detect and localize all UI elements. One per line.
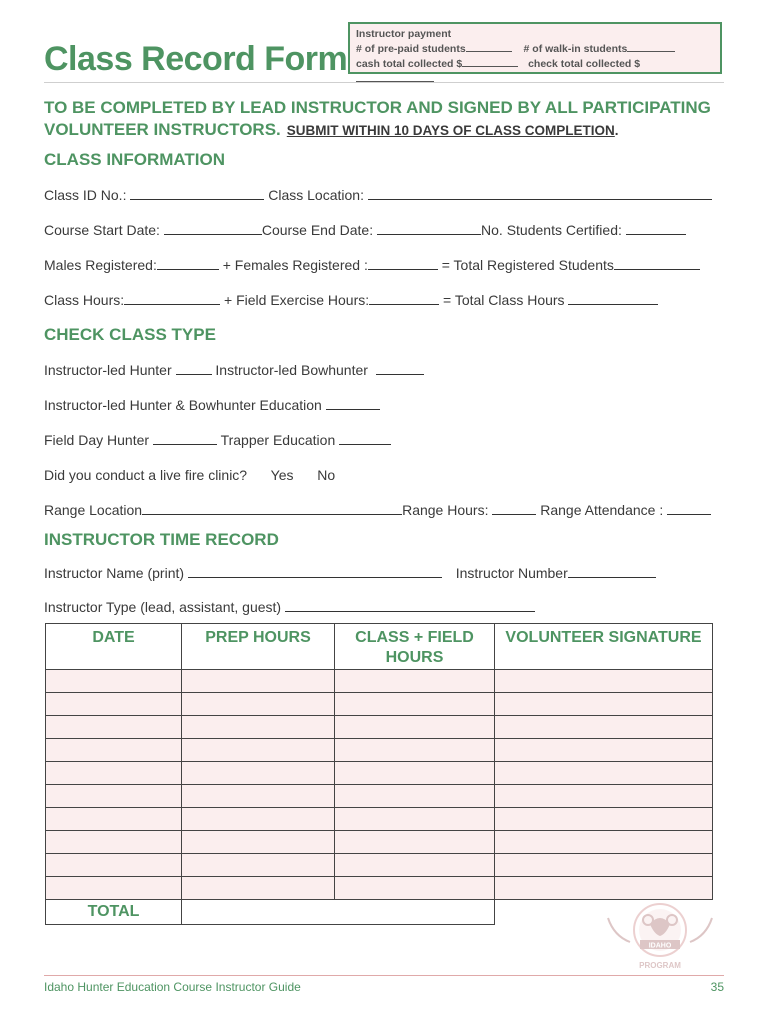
trapper-check[interactable] xyxy=(339,432,391,445)
cell-class-field[interactable] xyxy=(335,762,495,785)
header-date: DATE xyxy=(46,624,182,670)
header-divider xyxy=(44,82,724,83)
range-location-label: Range Location xyxy=(44,502,143,518)
instructor-type-field[interactable] xyxy=(285,599,535,612)
cell-date[interactable] xyxy=(46,693,182,716)
cell-date[interactable] xyxy=(46,831,182,854)
class-id-field[interactable] xyxy=(130,187,264,200)
cell-prep[interactable] xyxy=(182,808,335,831)
walkin-label: # of walk-in students xyxy=(523,43,628,55)
range-location-field[interactable] xyxy=(142,502,402,515)
logo-text-top: IDAHO xyxy=(648,942,672,950)
banner-volunteer: VOLUNTEER INSTRUCTORS. xyxy=(44,120,281,139)
instructor-type-label: Instructor Type (lead, assistant, guest) xyxy=(44,599,282,615)
table-header-row xyxy=(46,624,713,670)
total-label: TOTAL xyxy=(46,900,182,925)
cash-label: cash total collected $ xyxy=(356,58,463,70)
field-day-check[interactable] xyxy=(153,432,217,445)
males-label: Males Registered: xyxy=(44,257,157,273)
cell-date[interactable] xyxy=(46,762,182,785)
hunter-bow-check[interactable] xyxy=(326,397,380,410)
trapper-label: Trapper Education xyxy=(220,432,336,448)
start-date-field[interactable] xyxy=(164,222,262,235)
cell-signature[interactable] xyxy=(495,739,713,762)
certified-label: No. Students Certified: xyxy=(481,222,622,238)
instructor-name-row xyxy=(44,565,656,581)
idaho-program-watermark-logo xyxy=(598,890,722,974)
cell-signature[interactable] xyxy=(495,854,713,877)
instructor-number-label: Instructor Number xyxy=(455,565,568,581)
field-day-row xyxy=(44,432,391,448)
cell-signature[interactable] xyxy=(495,716,713,739)
cash-line[interactable] xyxy=(462,57,518,67)
cell-class-field[interactable] xyxy=(335,785,495,808)
cell-prep[interactable] xyxy=(182,716,335,739)
range-hours-field[interactable] xyxy=(492,502,536,515)
cell-date[interactable] xyxy=(46,716,182,739)
footer-guide-title: Idaho Hunter Education Course Instructor Guide xyxy=(44,980,301,994)
class-information-heading: CLASS INFORMATION xyxy=(44,150,226,169)
cell-date[interactable] xyxy=(46,785,182,808)
cell-prep[interactable] xyxy=(182,739,335,762)
instructor-payment-box xyxy=(348,22,722,74)
class-hours-label: Class Hours: xyxy=(44,292,125,308)
cell-prep[interactable] xyxy=(182,693,335,716)
range-attendance-label: Range Attendance : xyxy=(540,502,664,518)
start-date-label: Course Start Date: xyxy=(44,222,160,238)
walkin-line[interactable] xyxy=(627,42,675,52)
prepaid-line[interactable] xyxy=(466,42,512,52)
cell-date[interactable] xyxy=(46,670,182,693)
field-day-label: Field Day Hunter xyxy=(44,432,150,448)
field-hours-field[interactable] xyxy=(369,292,439,305)
instructor-number-field[interactable] xyxy=(568,565,656,578)
cell-class-field[interactable] xyxy=(335,693,495,716)
check-label: check total collected $ xyxy=(528,58,641,70)
cell-prep[interactable] xyxy=(182,854,335,877)
live-fire-question: Did you conduct a live fire clinic? xyxy=(44,467,248,483)
class-id-label: Class ID No.: xyxy=(44,187,127,203)
total-field[interactable] xyxy=(182,900,495,925)
range-attendance-field[interactable] xyxy=(667,502,711,515)
table-row xyxy=(46,854,713,877)
table-row xyxy=(46,785,713,808)
table-row xyxy=(46,739,713,762)
submit-deadline: SUBMIT WITHIN 10 DAYS OF CLASS COMPLETION xyxy=(286,123,615,138)
males-field[interactable] xyxy=(157,257,219,270)
bowhunter-label: Instructor-led Bowhunter xyxy=(215,362,368,378)
prepaid-label: # of pre-paid students xyxy=(356,43,466,55)
banner-line-1: TO BE COMPLETED BY LEAD INSTRUCTOR AND SIGNED BY ALL PARTICIPATING xyxy=(44,98,711,117)
registration-row xyxy=(44,257,700,273)
certified-field[interactable] xyxy=(626,222,686,235)
cell-date[interactable] xyxy=(46,808,182,831)
cell-signature[interactable] xyxy=(495,785,713,808)
header-prep-hours: PREP HOURS xyxy=(182,624,335,670)
time-record-table xyxy=(45,623,713,925)
cell-class-field[interactable] xyxy=(335,716,495,739)
hours-row xyxy=(44,292,658,308)
banner-line-2 xyxy=(44,119,724,142)
females-field[interactable] xyxy=(368,257,438,270)
cell-date[interactable] xyxy=(46,877,182,900)
header-volunteer-signature: VOLUNTEER SIGNATURE xyxy=(495,624,713,670)
cell-date[interactable] xyxy=(46,854,182,877)
class-id-row xyxy=(44,187,712,203)
live-fire-yes[interactable]: Yes xyxy=(270,467,294,483)
table-row xyxy=(46,808,713,831)
cell-signature[interactable] xyxy=(495,808,713,831)
total-registered-label: = Total Registered Students xyxy=(441,257,614,273)
banner-period: . xyxy=(614,123,619,138)
range-row xyxy=(44,502,711,518)
class-hours-field[interactable] xyxy=(124,292,220,305)
cell-signature[interactable] xyxy=(495,762,713,785)
class-location-field[interactable] xyxy=(368,187,712,200)
cell-prep[interactable] xyxy=(182,762,335,785)
cell-signature[interactable] xyxy=(495,670,713,693)
cell-signature[interactable] xyxy=(495,693,713,716)
total-hours-label: = Total Class Hours xyxy=(443,292,565,308)
cell-prep[interactable] xyxy=(182,831,335,854)
live-fire-row xyxy=(44,467,335,483)
payment-row-students xyxy=(356,42,714,57)
cell-class-field[interactable] xyxy=(335,670,495,693)
footer-divider xyxy=(44,975,724,976)
hunter-bow-label: Instructor-led Hunter & Bowhunter Education xyxy=(44,397,322,413)
live-fire-no[interactable]: No xyxy=(317,467,336,483)
cell-class-field[interactable] xyxy=(335,831,495,854)
table-row xyxy=(46,831,713,854)
cell-class-field[interactable] xyxy=(335,808,495,831)
bowhunter-check[interactable] xyxy=(376,362,424,375)
table-row xyxy=(46,762,713,785)
range-hours-label: Range Hours: xyxy=(402,502,489,518)
cell-prep[interactable] xyxy=(182,785,335,808)
field-hours-label: + Field Exercise Hours: xyxy=(224,292,370,308)
cell-date[interactable] xyxy=(46,739,182,762)
hunter-type-row xyxy=(44,362,424,378)
header-class-field-hours: CLASS + FIELD HOURS xyxy=(335,624,495,670)
instructions-banner xyxy=(44,97,724,142)
instructor-name-field[interactable] xyxy=(188,565,442,578)
cell-prep[interactable] xyxy=(182,670,335,693)
form-title: Class Record Form xyxy=(44,40,348,78)
instructor-time-record-heading: INSTRUCTOR TIME RECORD xyxy=(44,530,279,549)
hunter-label: Instructor-led Hunter xyxy=(44,362,172,378)
instructor-type-row xyxy=(44,599,535,615)
hunter-bow-row xyxy=(44,397,380,413)
cell-signature[interactable] xyxy=(495,831,713,854)
check-class-type-heading: CHECK CLASS TYPE xyxy=(44,325,216,344)
payment-heading: Instructor payment xyxy=(356,28,452,40)
page-number: 35 xyxy=(710,980,724,994)
females-label: + Females Registered : xyxy=(222,257,368,273)
table-row xyxy=(46,670,713,693)
table-row xyxy=(46,716,713,739)
table-row xyxy=(46,693,713,716)
total-registered-field[interactable] xyxy=(614,257,700,270)
end-date-field[interactable] xyxy=(377,222,481,235)
instructor-name-label: Instructor Name (print) xyxy=(44,565,185,581)
class-location-label: Class Location: xyxy=(268,187,364,203)
hunter-check[interactable] xyxy=(176,362,212,375)
end-date-label: Course End Date: xyxy=(261,222,374,238)
cell-class-field[interactable] xyxy=(335,739,495,762)
check-line[interactable] xyxy=(356,72,434,82)
cell-class-field[interactable] xyxy=(335,877,495,900)
logo-text-bottom: PROGRAM xyxy=(639,961,681,970)
total-hours-field[interactable] xyxy=(568,292,658,305)
dates-row xyxy=(44,222,686,238)
cell-class-field[interactable] xyxy=(335,854,495,877)
cell-prep[interactable] xyxy=(182,877,335,900)
